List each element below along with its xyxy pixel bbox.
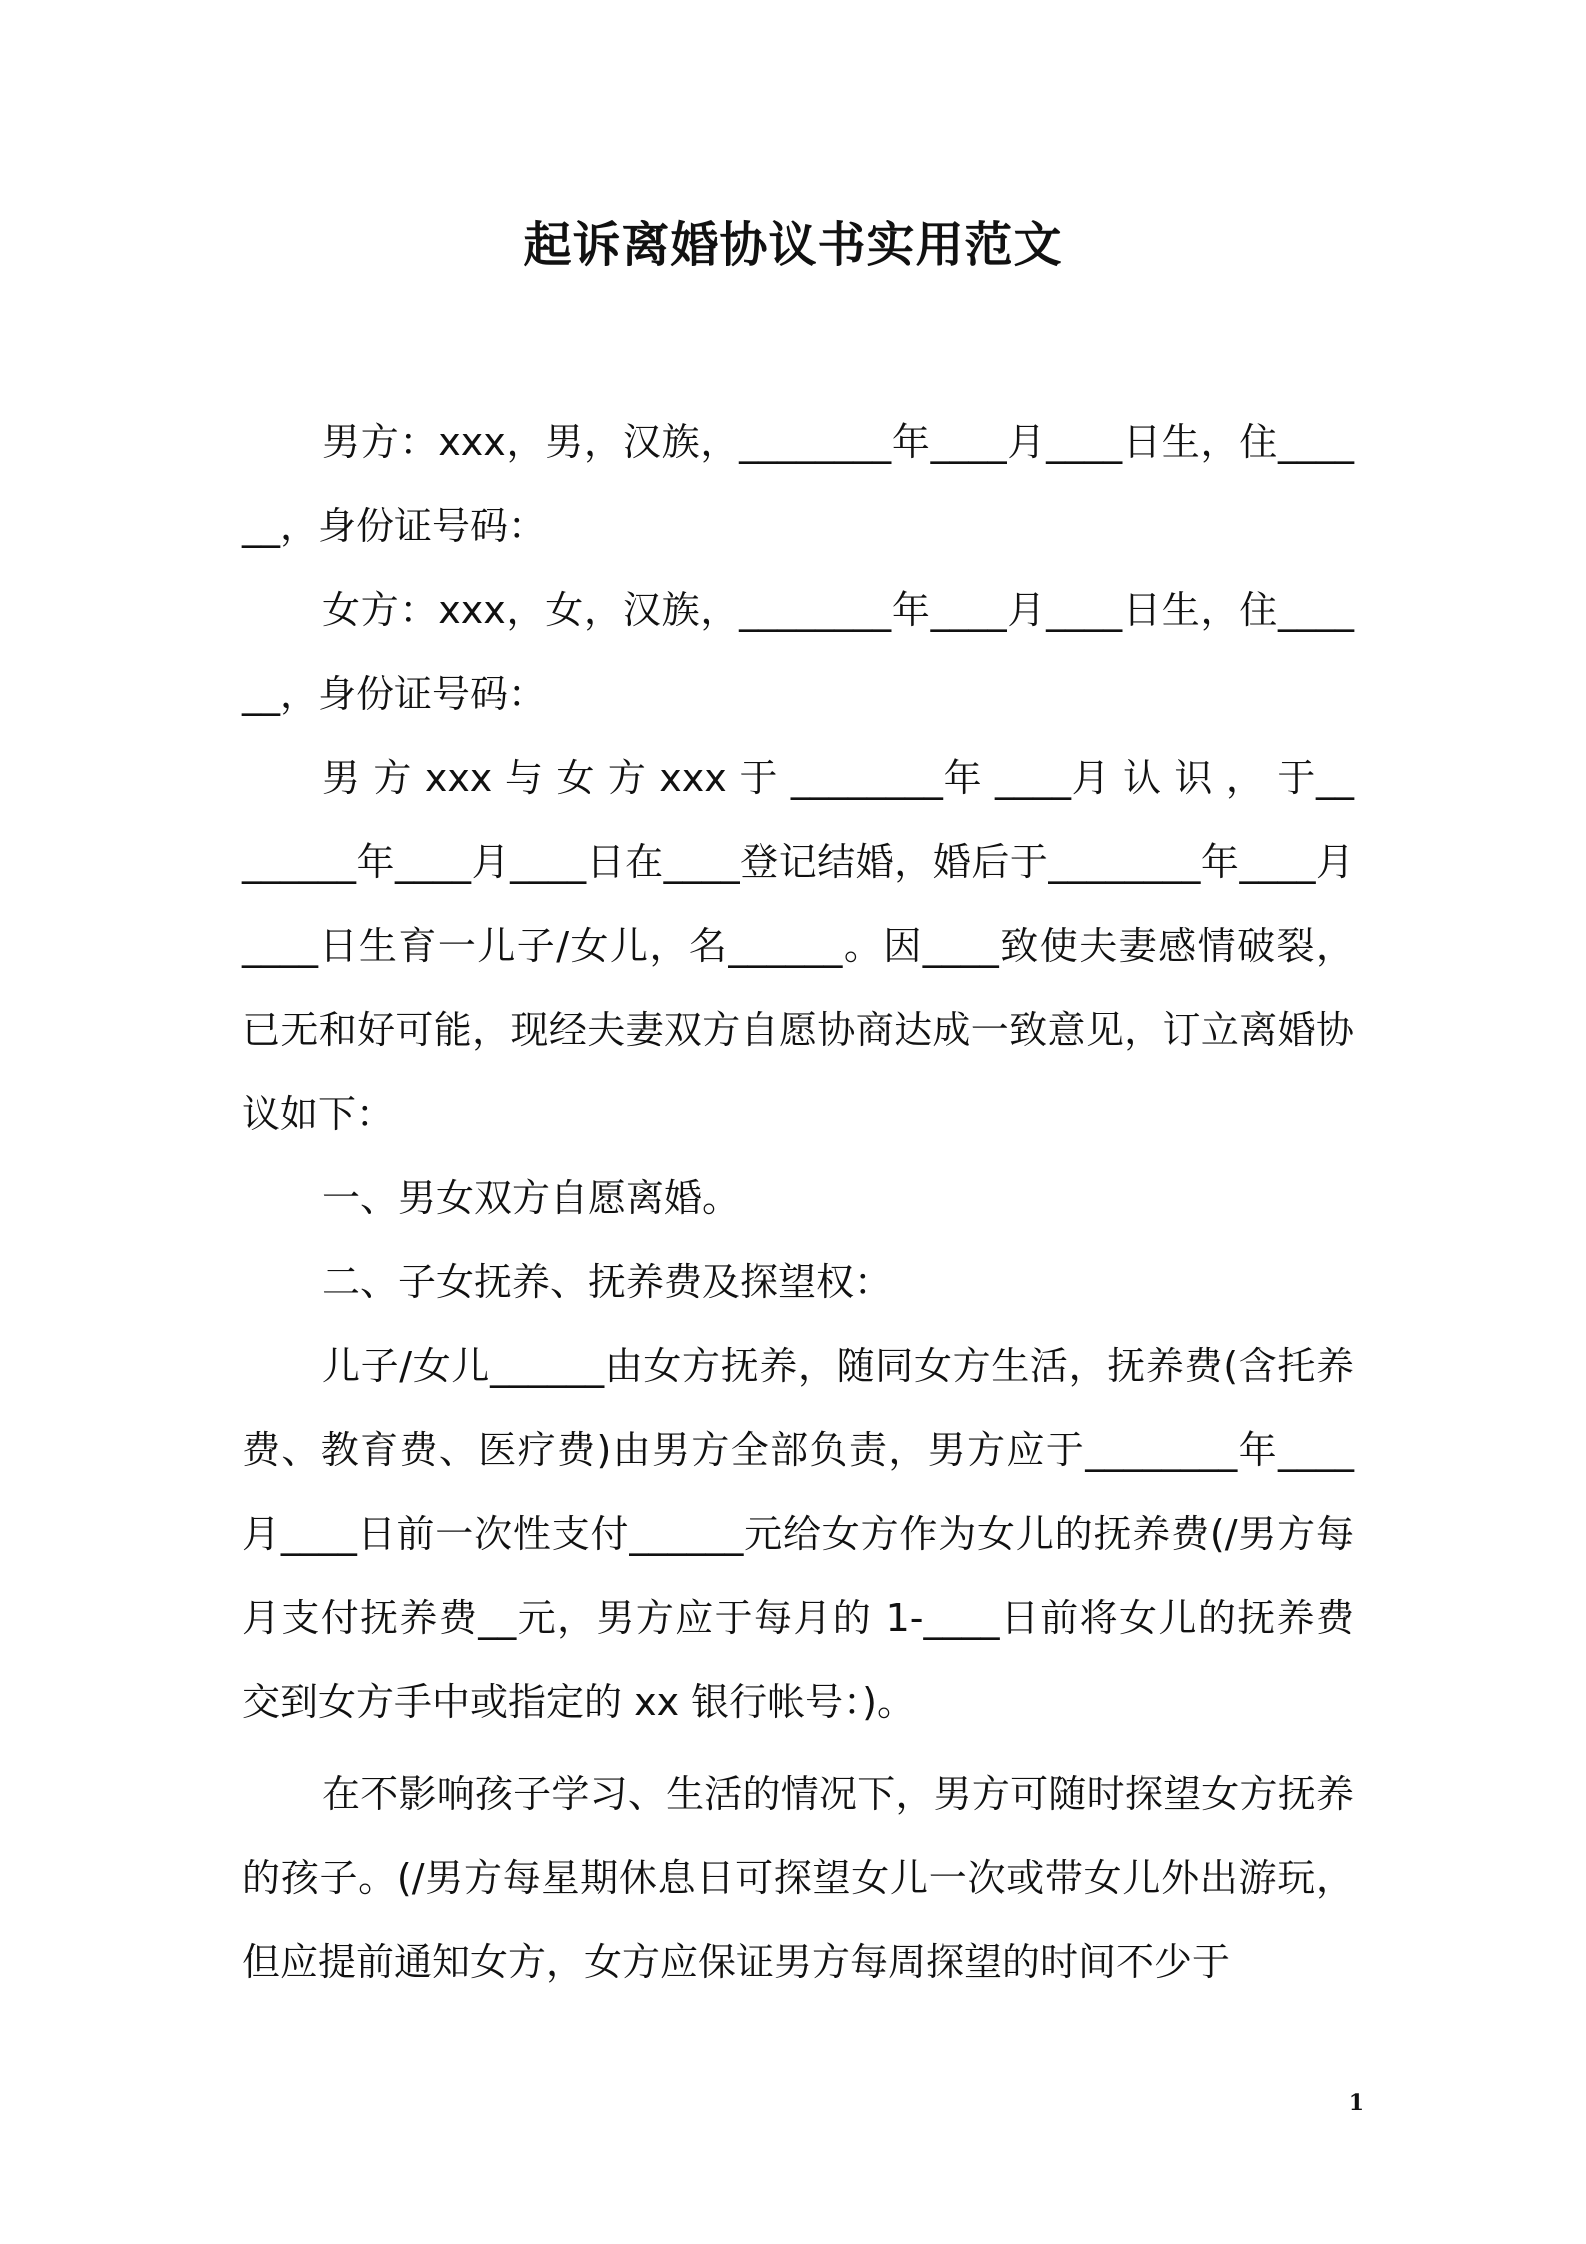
paragraph-visitation: 在不影响孩子学习、生活的情况下，男方可随时探望女方抚养的孩子。(/男方每星期休息日可探望女儿一次或带女儿外出游玩，但应提前通知女方，女方应保证男方每周探望的时间不少于 <box>242 1772 1354 1984</box>
paragraph-clause-two-heading: 二、子女抚养、抚养费及探望权： <box>322 1260 893 1304</box>
paragraph-child-support: 儿子/女儿______由女方抚养，随同女方生活，抚养费(含托养费、教育费、医疗费)由男方全部负责，男方应于________年____月____日前一次性支付______元给女方作为女儿的抚养费(/男方每月支付抚养费__元，男方应于每月的 1-____日前将女儿的抚养费交到女方手中或指定的 xx 银行帐号：)。 <box>242 1344 1354 1724</box>
paragraph-marriage-background: 男 方 xxx 与 女 方 xxx 于 ________年 ____月 认 识 ， 于________年____月____日在____登记结婚，婚后于________年____月____日生育一儿子/女儿，名______。因____致使夫妻感情破裂，已无和好可能，现经夫妻双方自愿协商达成一致意见，订立离婚协议如下： <box>242 756 1354 1136</box>
paragraph-female-party: 女方：xxx，女，汉族，________年____月____日生，住______，身份证号码： <box>242 588 1354 716</box>
paragraph-clause-one: 一、男女双方自愿离婚。 <box>322 1176 741 1220</box>
document-title: 起诉离婚协议书实用范文 <box>523 217 1063 273</box>
document-body <box>242 400 1354 2004</box>
paragraph-male-party: 男方：xxx，男，汉族，________年____月____日生，住______，身份证号码： <box>242 420 1354 548</box>
page-number: 1 <box>1348 2090 1364 2116</box>
